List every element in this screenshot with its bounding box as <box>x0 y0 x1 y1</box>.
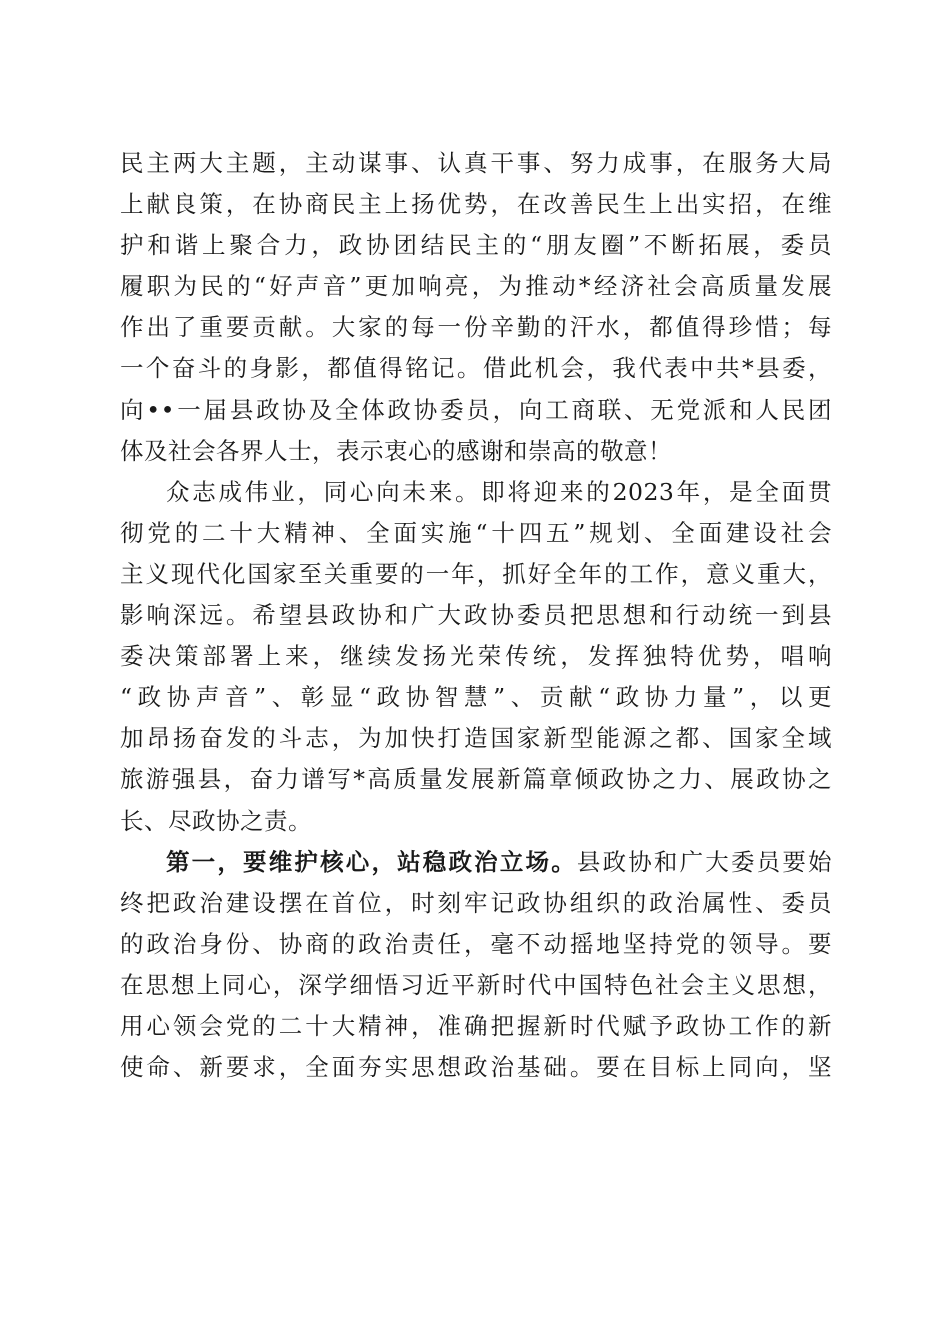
text-line: 护和谐上聚合力，政协团结民主的“朋友圈”不断拓展，委员 <box>120 231 832 260</box>
document-body <box>120 143 832 1088</box>
text-line: 终把政治建设摆在首位，时刻牢记政协组织的政治属性、委员 <box>120 888 832 917</box>
text-run: 县政协和广大委员要始 <box>576 847 833 876</box>
text-line: 主义现代化国家至关重要的一年，抓好全年的工作，意义重大， <box>120 559 832 588</box>
section-heading: 第一，要维护核心，站稳政治立场。 <box>166 847 577 876</box>
text-line: 委决策部署上来，继续发扬光荣传统，发挥独特优势，唱响 <box>120 642 832 671</box>
text-line: 加昂扬奋发的斗志，为加快打造国家新型能源之都、国家全域 <box>120 724 832 753</box>
text-line: 向••一届县政协及全体政协委员，向工商联、无党派和人民团 <box>120 395 832 424</box>
text-line: 民主两大主题，主动谋事、认真干事、努力成事，在服务大局 <box>120 149 832 177</box>
text-line: 履职为民的“好声音”更加响亮，为推动*经济社会高质量发展 <box>120 272 832 301</box>
text-line: 一个奋斗的身影，都值得铭记。借此机会，我代表中共*县委， <box>120 354 832 383</box>
text-line: “政协声音”、彰显“政协智慧”、贡献“政协力量”，以更 <box>120 683 832 712</box>
text-line: 影响深远。希望县政协和广大政协委员把思想和行动统一到县 <box>120 601 832 630</box>
text-line: 旅游强县，奋力谱写*高质量发展新篇章倾政协之力、展政协之 <box>120 765 832 794</box>
text-line: 众志成伟业，同心向未来。即将迎来的2023年，是全面贯 <box>166 477 832 506</box>
text-line: 的政治身份、协商的政治责任，毫不动摇地坚持党的领导。要 <box>120 929 832 958</box>
text-line: 上献良策，在协商民主上扬优势，在改善民生上出实招，在维 <box>120 190 832 219</box>
text-line: 彻党的二十大精神、全面实施“十四五”规划、全面建设社会 <box>120 518 832 547</box>
text-line: 长、尽政协之责。 <box>120 806 312 835</box>
paragraph-3 <box>120 842 832 1089</box>
text-line: 作出了重要贡献。大家的每一份辛勤的汗水，都值得珍惜；每 <box>120 313 832 342</box>
text-line: 体及社会各界人士，表示衷心的感谢和崇高的敬意！ <box>120 436 672 465</box>
text-line <box>120 842 832 883</box>
text-line: 在思想上同心，深学细悟习近平新时代中国特色社会主义思想， <box>120 970 832 999</box>
text-line: 使命、新要求，全面夯实思想政治基础。要在目标上同向，坚 <box>120 1053 832 1082</box>
paragraph-1 <box>120 143 832 472</box>
paragraph-2 <box>120 472 832 842</box>
text-line: 用心领会党的二十大精神，准确把握新时代赋予政协工作的新 <box>120 1011 832 1040</box>
